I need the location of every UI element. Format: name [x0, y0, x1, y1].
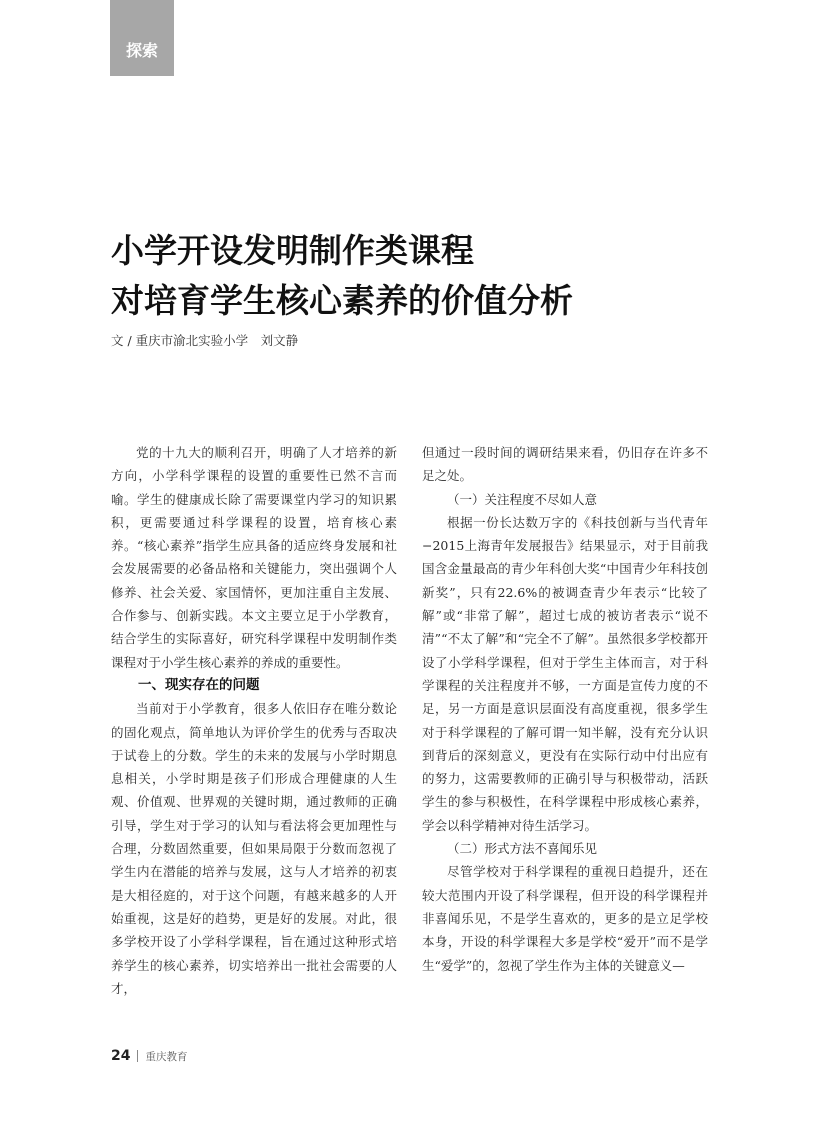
- section-tag: 探索: [110, 0, 174, 76]
- section-heading: 一、现实存在的问题: [138, 676, 260, 693]
- footer-divider: [137, 1050, 138, 1062]
- paragraph: 根据一份长达数万字的《科技创新与当代青年−2015上海青年发展报告》结果显示，对于目前我国含金量最高的青少年科创大奖“中国青少年科技创新奖”，只有22.6%的被调查青少年表示“比较了解”或“非常了解”，超过七成的被访者表示“说不清”“不太了解”和“完全不了解”。虽然很多学校都开设了小学科学课程，但对于学生主体而言，对于科学课程的关注程度并不够，一方面是宣传力度的不足，另一方面是意识层面没有高度重视，很多学生对于科学课程的了解可谓一知半解，没有充分认识到背后的深刻意义，更没有在实际行动中付出应有的努力，这需要教师的正确引导与积极带动，活跃学生的参与积极性，在科学课程中形成核心素养，学会以科学精神对待生活学习。: [422, 514, 708, 833]
- page-number: 24: [111, 1048, 131, 1064]
- right-column: [422, 441, 708, 977]
- article-title: [111, 226, 573, 326]
- left-column: [111, 441, 397, 1000]
- paragraph: 但通过一段时间的调研结果来看，仍旧存在许多不足之处。: [422, 445, 708, 484]
- paragraph: 当前对于小学教育，很多人依旧存在唯分数论的固化观点，简单地认为评价学生的优秀与否取决于试卷上的分数。学生的未来的发展与小学时期息息相关，小学时期是孩子们形成合理健康的人生观、价值观、世界观的关键时期，通过教师的正确引导，学生对于学习的认知与看法将会更加理性与合理，分数固然重要，但如果局限于分数而忽视了学生内在潜能的培养与发展，这与人才培养的初衷是大相径庭的，对于这个问题，有越来越多的人开始重视，这是好的趋势，更是好的发展。对此，很多学校开设了小学科学课程，旨在通过这种形式培养学生的核心素养，切实培养出一批社会需要的人才，: [111, 701, 397, 996]
- title-line-2: 对培育学生核心素养的价值分析: [111, 281, 573, 320]
- page-footer: [111, 1048, 187, 1064]
- subsection-heading: （二）形式方法不喜闻乐见: [447, 841, 598, 857]
- paragraph: 尽管学校对于科学课程的重视日趋提升，还在较大范围内开设了科学课程，但开设的科学课程并非喜闻乐见，不是学生喜欢的，更多的是立足学校本身，开设的科学课程大多是学校“爱开”而不是学生“爱学”的，忽视了学生作为主体的关键意义—: [422, 864, 708, 973]
- journal-name: 重庆教育: [145, 1050, 188, 1063]
- title-line-1: 小学开设发明制作类课程: [111, 231, 474, 270]
- paragraph: 党的十九大的顺利召开，明确了人才培养的新方向，小学科学课程的设置的重要性已然不言而喻。学生的健康成长除了需要课堂内学习的知识累积，更需要通过科学课程的设置，培育核心素养。“核心素养”指学生应具备的适应终身发展和社会发展需要的必备品格和关键能力，突出强调个人修养、社会关爱、家国情怀，更加注重自主发展、合作参与、创新实践。本文主要立足于小学教育，结合学生的实际喜好，研究科学课程中发明制作类课程对于小学生核心素养的养成的重要性。: [111, 445, 397, 670]
- subsection-heading: （一）关注程度不尽如人意: [447, 491, 598, 507]
- byline: 文 / 重庆市渝北实验小学 刘文静: [111, 333, 299, 348]
